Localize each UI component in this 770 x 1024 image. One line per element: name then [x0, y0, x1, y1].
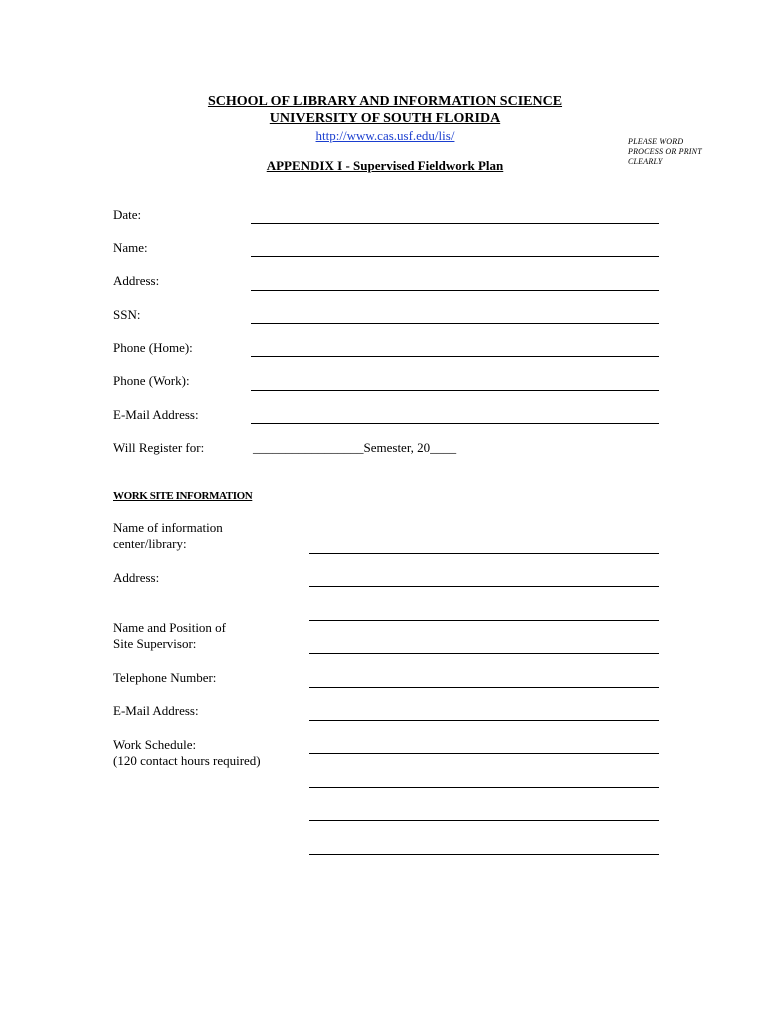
address-label: Address: [113, 273, 160, 288]
worksite-email-field[interactable] [309, 720, 659, 721]
register-semester-field[interactable]: _________________Semester, 20____ [253, 440, 457, 455]
supervisor-field[interactable] [309, 653, 659, 654]
schedule-label-line-1: Work Schedule: [113, 737, 197, 752]
worksite-section-title: WORK SITE INFORMATION [113, 490, 253, 502]
center-field[interactable] [309, 553, 659, 554]
note-line-3: CLEARLY [628, 157, 663, 166]
worksite-email-label: E-Mail Address: [113, 703, 199, 718]
schedule-field-1[interactable] [309, 753, 659, 754]
email-field[interactable] [251, 423, 659, 424]
schedule-field-2[interactable] [309, 787, 659, 788]
worksite-address-field-1[interactable] [309, 586, 659, 587]
supervisor-label-line-1: Name and Position of [113, 620, 227, 635]
register-label: Will Register for: [113, 440, 205, 455]
phone-home-field[interactable] [251, 356, 659, 357]
date-field[interactable] [251, 223, 659, 224]
university-title: UNIVERSITY OF SOUTH FLORIDA [269, 111, 501, 126]
schedule-field-3[interactable] [309, 820, 659, 821]
program-url-link[interactable]: http://www.cas.usf.edu/lis/ [315, 128, 455, 143]
schedule-label [113, 737, 261, 769]
note-line-1: PLEASE WORD [628, 137, 684, 146]
name-field[interactable] [251, 256, 659, 257]
worksite-address-field-2[interactable] [309, 620, 659, 621]
ssn-label: SSN: [113, 307, 141, 322]
appendix-title: APPENDIX I - Supervised Fieldwork Plan [266, 158, 504, 173]
note-line-2: PROCESS OR PRINT [628, 147, 702, 156]
center-label [113, 520, 223, 552]
phone-work-field[interactable] [251, 390, 659, 391]
telephone-field[interactable] [309, 687, 659, 688]
date-label: Date: [113, 207, 142, 222]
address-field[interactable] [251, 290, 659, 291]
center-label-line-1: Name of information [113, 520, 223, 535]
supervisor-label [113, 620, 226, 652]
telephone-label: Telephone Number: [113, 670, 217, 685]
email-label: E-Mail Address: [113, 407, 199, 422]
name-label: Name: [113, 240, 148, 255]
schedule-field-4[interactable] [309, 854, 659, 855]
ssn-field[interactable] [251, 323, 659, 324]
phone-home-label: Phone (Home): [113, 340, 193, 355]
schedule-label-line-2: (120 contact hours required) [113, 753, 261, 768]
supervisor-label-line-2: Site Supervisor: [113, 636, 197, 651]
center-label-line-2: center/library: [113, 536, 187, 551]
phone-work-label: Phone (Work): [113, 373, 190, 388]
school-title: SCHOOL OF LIBRARY AND INFORMATION SCIENCE [207, 94, 563, 109]
worksite-address-label: Address: [113, 570, 160, 585]
